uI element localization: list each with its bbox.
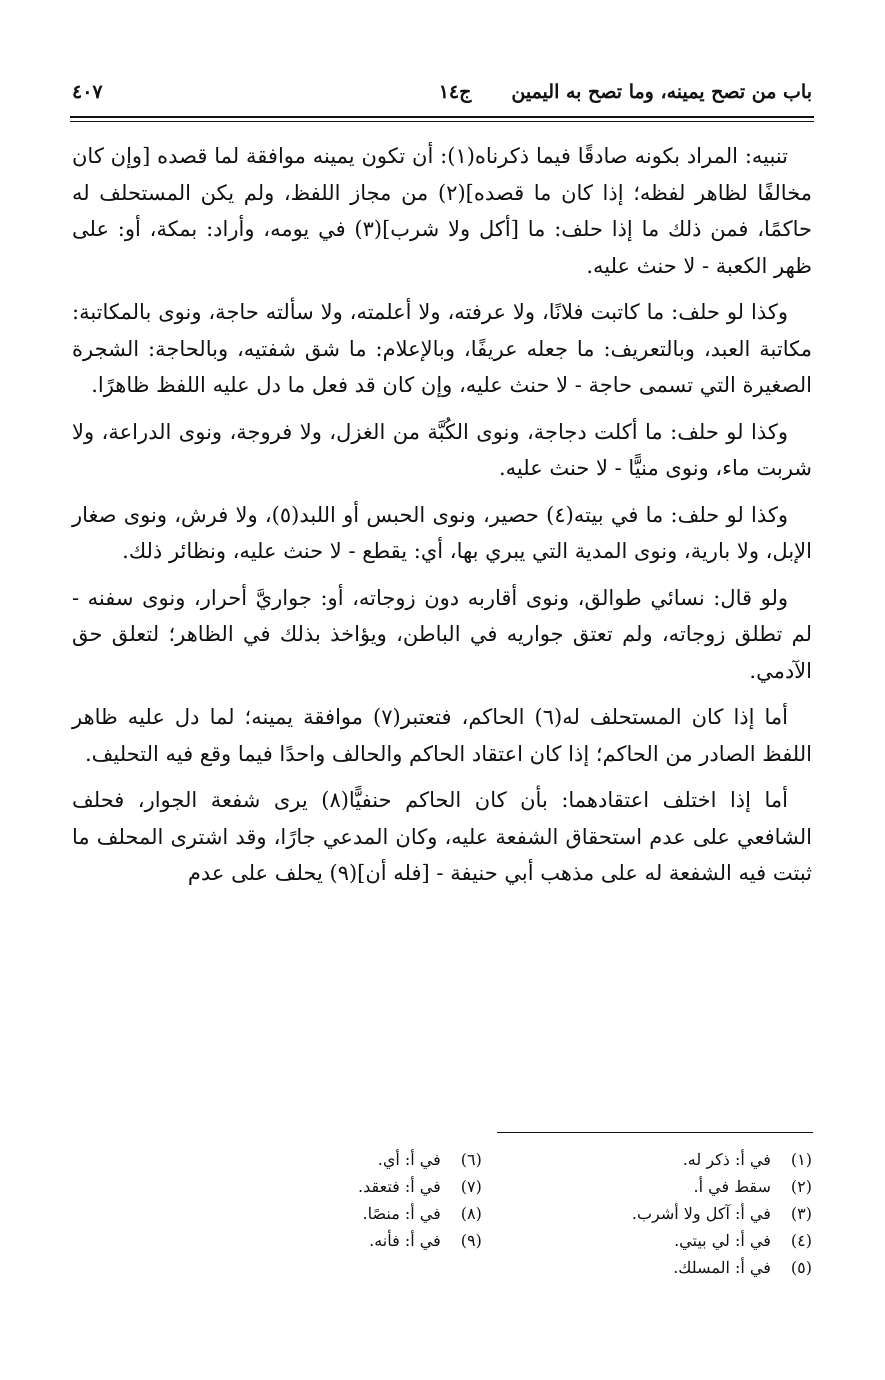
paragraph: ولو قال: نسائي طوالق، ونوى أقاربه دون زوجاته، أو: جواريَّ أحرار، ونوى سفنه - لم تطلق زوجاته، ولم تعتق جواريه في الباطن، ويؤاخذ بذلك في الظاهر؛ لتعلق حق الآدمي. — [72, 585, 812, 683]
header-rule — [70, 116, 814, 118]
header-rule-thin — [70, 121, 814, 122]
footnote — [632, 1146, 812, 1173]
footnote-separator — [497, 1132, 813, 1133]
paragraph: وكذا لو حلف: ما في بيته(٤) حصير، ونوى الحبس أو اللبد(٥)، ولا فرش، ونوى صغار الإبل، ولا بارية، ونوى المدية التي يبري بها، أي: يقطع - لا حنث عليه، ونظائر ذلك. — [72, 502, 812, 563]
paragraph: وكذا لو حلف: ما أكلت دجاجة، ونوى الكُبَّة من الغزل، ولا فروجة، ونوى الدراعة، ولا شربت ماء، ونوى منيًّا - لا حنث عليه. — [72, 419, 812, 480]
footnote — [632, 1254, 812, 1281]
footnote — [632, 1227, 812, 1254]
footnote-text: في أ: أي. — [377, 1150, 441, 1169]
footnote-number: (٦) — [460, 1150, 482, 1169]
footnote-text: في أ: فأنه. — [369, 1231, 441, 1250]
footnote-text: في أ: منصًا. — [362, 1204, 441, 1223]
paragraph: أما إذا اختلف اعتقادهما: بأن كان الحاكم حنفيًّا(٨) يرى شفعة الجوار، فحلف الشافعي على عدم استحقاق الشفعة عليه، وكان المدعي جارًا، وقد اشترى المحلف ما ثبتت فيه الشفعة له على مذهب أبي حنيفة - [فله أن](٩) يحلف على عدم — [72, 788, 812, 885]
volume-label: ج١٤ — [438, 81, 472, 103]
footnote-number: (٥) — [790, 1258, 812, 1277]
paragraph: أما إذا كان المستحلف له(٦) الحاكم، فتعتبر(٧) موافقة يمينه؛ لما دل عليه ظاهر اللفظ الصادر من الحاكم؛ إذا كان اعتقاد الحاكم والحالف واحدًا فيما وقع فيه التحليف. — [72, 705, 812, 766]
footnote-number: (٧) — [460, 1177, 482, 1196]
footnote-text: في أ: آكل ولا أشرب. — [631, 1204, 771, 1223]
footnote-text: في أ: المسلك. — [673, 1258, 771, 1277]
footnotes-left-column — [358, 1146, 482, 1281]
footnote — [358, 1227, 482, 1254]
main-text — [72, 138, 812, 892]
footnote — [632, 1200, 812, 1227]
footnote-text: في أ: فتعقد. — [358, 1177, 441, 1196]
footnote-number: (٨) — [460, 1204, 482, 1223]
footnote-text: في أ: ذكر له. — [682, 1150, 771, 1169]
chapter-title: باب من تصح يمينه، وما تصح به اليمين — [511, 81, 812, 103]
footnote — [358, 1200, 482, 1227]
footnote-number: (٣) — [790, 1204, 812, 1223]
paragraph: وكذا لو حلف: ما كاتبت فلانًا، ولا عرفته، ولا أعلمته، ولا سألته حاجة، ونوى بالمكاتبة: مكاتبة العبد، وبالتعريف: ما جعله عريفًا، وبالإعلام: ما شق شفتيه، وبالحاجة: الشجرة الصغيرة التي تسمى حاجة - لا حنث عليه، وإن كان قد فعل ما دل عليه اللفظ ظاهرًا. — [72, 300, 812, 397]
paragraph: تنبيه: المراد بكونه صادقًا فيما ذكرناه(١): أن تكون يمينه موافقة لما قصده [وإن كان مخالفًا لظاهر لفظه؛ إذا كان ما قصده](٢) من مجاز اللفظ، ولم يكن المستحلف له حاكمًا، فمن ذلك ما إذا حلف: ما [أكل ولا شرب](٣) في يومه، وأراد: بمكة، أو: على ظهر الكعبة - لا حنث عليه. — [72, 144, 813, 278]
footnote — [632, 1173, 812, 1200]
header-title-group — [439, 81, 812, 103]
footnote-number: (٩) — [460, 1231, 482, 1250]
footnotes — [72, 1146, 812, 1281]
footnotes-right-column — [632, 1146, 812, 1281]
footnote — [358, 1173, 482, 1200]
footnote-number: (٤) — [790, 1231, 812, 1250]
footnote-text: سقط في أ. — [693, 1177, 771, 1196]
footnote-number: (٢) — [790, 1177, 812, 1196]
footnote-text: في أ: لي بيتي. — [674, 1231, 771, 1250]
running-header — [72, 74, 812, 110]
footnote-number: (١) — [790, 1150, 812, 1169]
page-number: ٤٠٧ — [72, 81, 103, 103]
footnote — [358, 1146, 482, 1173]
